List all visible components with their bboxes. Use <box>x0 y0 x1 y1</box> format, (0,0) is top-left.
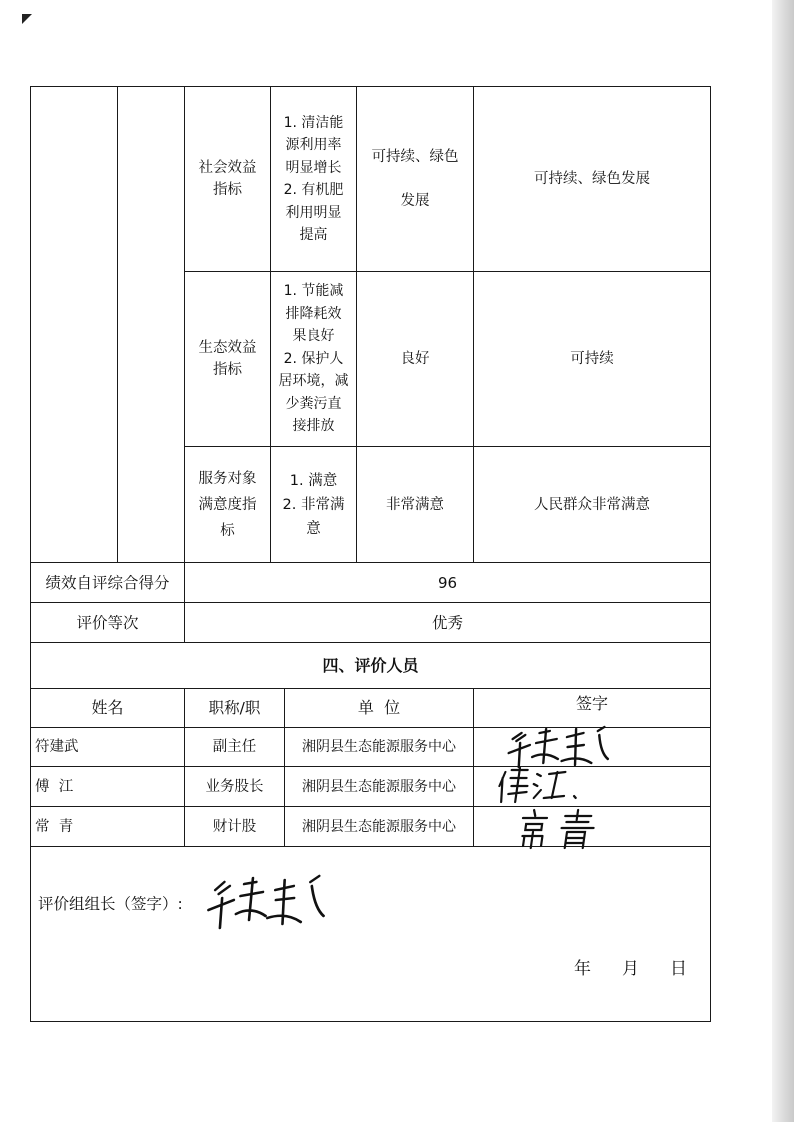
grade-label: 评价等次 <box>76 613 139 632</box>
scan-corner-mark <box>22 14 32 24</box>
staff-unit: 湘阴县生态能源服务中心 <box>302 778 456 795</box>
header-unit: 单 位 <box>357 698 401 717</box>
staff-title: 业务股长 <box>205 778 264 795</box>
indicator-target: 可持续、绿色 发展 <box>371 149 459 209</box>
grade-value: 优秀 <box>431 613 463 632</box>
staff-title: 财计股 <box>212 818 257 835</box>
indicator-content: 1. 节能减 排降耗效 果良好 2. 保护人 居环境，减 少粪污直 接排放 <box>278 283 349 435</box>
indicator-actual: 可持续、绿色发展 <box>534 171 650 187</box>
staff-unit: 湘阴县生态能源服务中心 <box>302 818 456 835</box>
indicator-target: 良好 <box>400 351 430 367</box>
header-name: 姓名 <box>91 698 124 717</box>
indicator-target: 非常满意 <box>386 496 444 513</box>
indicator-content: 1. 满意 2. 非常满 意 <box>282 472 345 537</box>
staff-name: 常 青 <box>35 818 74 835</box>
indicator-name: 社会效益 指标 <box>198 160 257 198</box>
header-title: 职称/职 <box>208 699 261 717</box>
indicator-name: 服务对象 满意度指 标 <box>198 470 257 539</box>
scan-edge-shadow <box>772 0 794 1122</box>
indicator-content: 1. 清洁能 源利用率 明显增长 2. 有机肥 利用明显 提高 <box>283 114 344 243</box>
staff-unit: 湘阴县生态能源服务中心 <box>302 739 456 755</box>
staff-name: 傅 江 <box>35 778 74 795</box>
date-day: 日 <box>670 959 687 979</box>
staff-signature <box>511 806 608 858</box>
leader-signature <box>200 872 340 940</box>
staff-title: 副主任 <box>212 739 257 755</box>
indicator-actual: 人民群众非常满意 <box>534 496 650 513</box>
date-month: 月 <box>622 959 639 979</box>
date-year: 年 <box>574 959 591 979</box>
header-sign: 签字 <box>575 694 608 713</box>
score-label: 绩效自评综合得分 <box>45 573 170 592</box>
indicator-name: 生态效益 指标 <box>198 340 257 378</box>
staff-name: 符建武 <box>35 739 79 755</box>
score-value: 96 <box>437 573 458 592</box>
section-title: 四、评价人员 <box>322 655 419 675</box>
leader-label: 评价组组长（签字）: <box>38 895 183 913</box>
indicator-actual: 可持续 <box>570 351 614 367</box>
